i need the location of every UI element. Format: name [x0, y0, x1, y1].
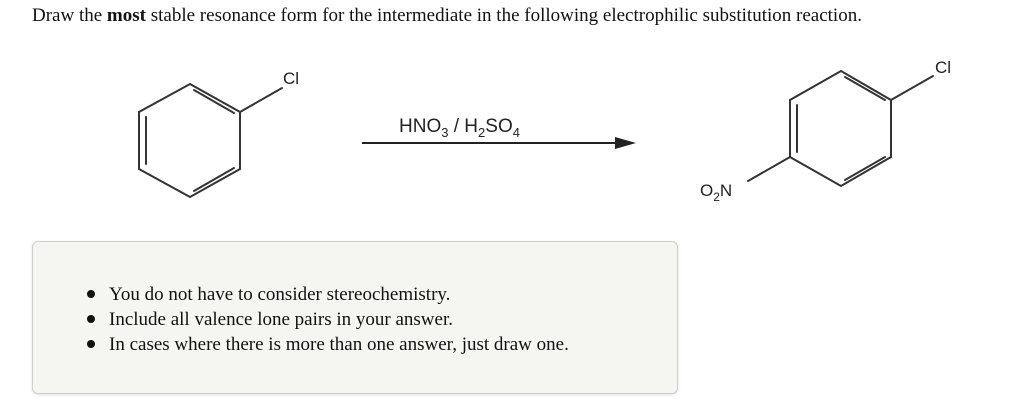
reactant-cl-label: Cl [283, 69, 300, 88]
product-c-cl-bond [891, 76, 933, 100]
hint-text: Include all valence lone pairs in your answer. [109, 309, 453, 330]
product-nitro-label: $O_2N$ [700, 181, 733, 204]
hint-item [85, 332, 569, 357]
hint-text: In cases where there is more than one answer, just draw one. [109, 334, 569, 355]
reaction-arrow [362, 137, 636, 149]
question-suffix: stable resonance form for the intermediate in the following electrophilic substitution reaction. [145, 5, 862, 26]
hint-text: You do not have to consider stereochemistry. [109, 284, 451, 305]
bullet-icon [87, 315, 95, 323]
reagent-label: $HNO_3 / H_2SO_4$ [399, 116, 520, 140]
question-emphasis: most [106, 5, 146, 26]
reactant-c-cl-bond [240, 88, 282, 112]
product-double-bond [845, 157, 885, 180]
reactant-chlorobenzene [139, 84, 282, 197]
product-cl-label: Cl [935, 58, 952, 77]
reactant-benzene-ring [139, 84, 240, 197]
product-benzene-ring [790, 71, 891, 186]
hint-list [85, 282, 569, 357]
hint-item [85, 307, 569, 332]
hint-box [32, 241, 678, 394]
product-chloronitrobenzene [748, 71, 933, 186]
reactant-double-bond [194, 168, 234, 191]
product-c-n-bond [748, 157, 790, 181]
reactant-double-bond [194, 90, 234, 113]
product-double-bond [845, 77, 885, 100]
hint-item [85, 282, 569, 307]
question-prefix: Draw the [32, 5, 107, 26]
bullet-icon [87, 290, 95, 298]
bullet-icon [87, 340, 95, 348]
